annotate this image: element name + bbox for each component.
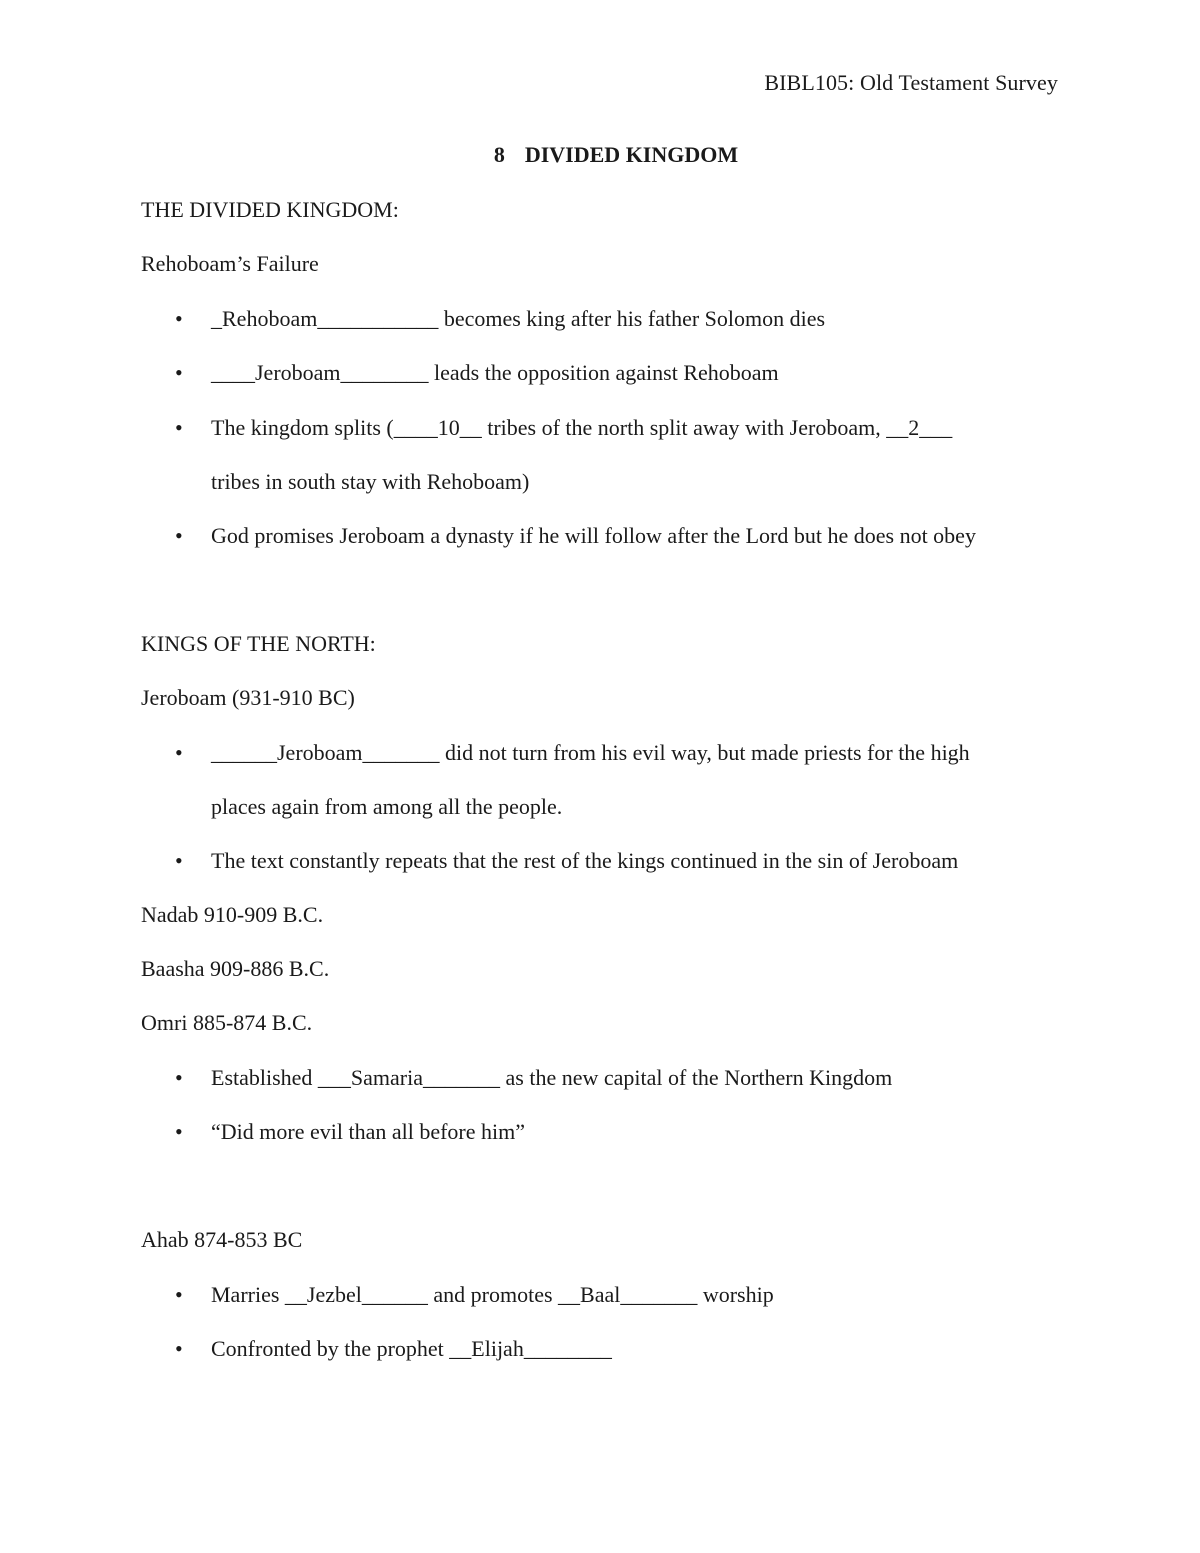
king-baasha: Baasha 909-886 B.C. xyxy=(141,956,330,981)
bullet-marker: • xyxy=(175,306,183,331)
king-omri: Omri 885-874 B.C. xyxy=(141,1010,313,1035)
bullet-text: God promises Jeroboam a dynasty if he will follow after the Lord but he does not obey xyxy=(211,523,976,548)
section-heading-divided-kingdom: THE DIVIDED KINGDOM: xyxy=(141,197,399,222)
bullet-text: “Did more evil than all before him” xyxy=(211,1119,525,1144)
bullet-text: _Rehoboam___________ becomes king after his father Solomon dies xyxy=(211,306,826,331)
bullet-marker: • xyxy=(175,360,183,385)
bullet-marker: • xyxy=(175,740,183,765)
bullet-marker: • xyxy=(175,1065,183,1090)
chapter-number: 8 xyxy=(493,142,505,167)
bullet-marker: • xyxy=(175,523,183,548)
bullet-marker: • xyxy=(175,1336,183,1361)
bullet-marker: • xyxy=(175,415,183,440)
course-header: BIBL105: Old Testament Survey xyxy=(764,70,1058,95)
bullet-marker: • xyxy=(175,1282,183,1307)
bullet-text: Confronted by the prophet __Elijah________ xyxy=(211,1336,612,1361)
bullet-text: Marries __Jezbel______ and promotes __Baal_______ worship xyxy=(211,1282,774,1307)
subheading-rehoboam-failure: Rehoboam’s Failure xyxy=(141,251,319,276)
king-nadab: Nadab 910-909 B.C. xyxy=(141,902,324,927)
bullet-marker: • xyxy=(175,1119,183,1144)
bullet-text: The kingdom splits (____10__ tribes of the north split away with Jeroboam, __2___ xyxy=(211,415,953,440)
page-title xyxy=(0,142,1200,168)
king-jeroboam: Jeroboam (931-910 BC) xyxy=(141,685,355,710)
bullet-text-continuation: places again from among all the people. xyxy=(211,794,563,819)
section-heading-kings-north: KINGS OF THE NORTH: xyxy=(141,631,376,656)
bullet-text: ____Jeroboam________ leads the opposition against Rehoboam xyxy=(211,360,779,385)
bullet-text-continuation: tribes in south stay with Rehoboam) xyxy=(211,469,530,494)
bullet-text: The text constantly repeats that the rest of the kings continued in the sin of Jeroboam xyxy=(211,848,959,873)
bullet-text: ______Jeroboam_______ did not turn from his evil way, but made priests for the high xyxy=(211,740,970,765)
king-ahab: Ahab 874-853 BC xyxy=(141,1227,303,1252)
bullet-marker: • xyxy=(175,848,183,873)
bullet-text: Established ___Samaria_______ as the new capital of the Northern Kingdom xyxy=(211,1065,893,1090)
chapter-title: DIVIDED KINGDOM xyxy=(524,142,739,167)
